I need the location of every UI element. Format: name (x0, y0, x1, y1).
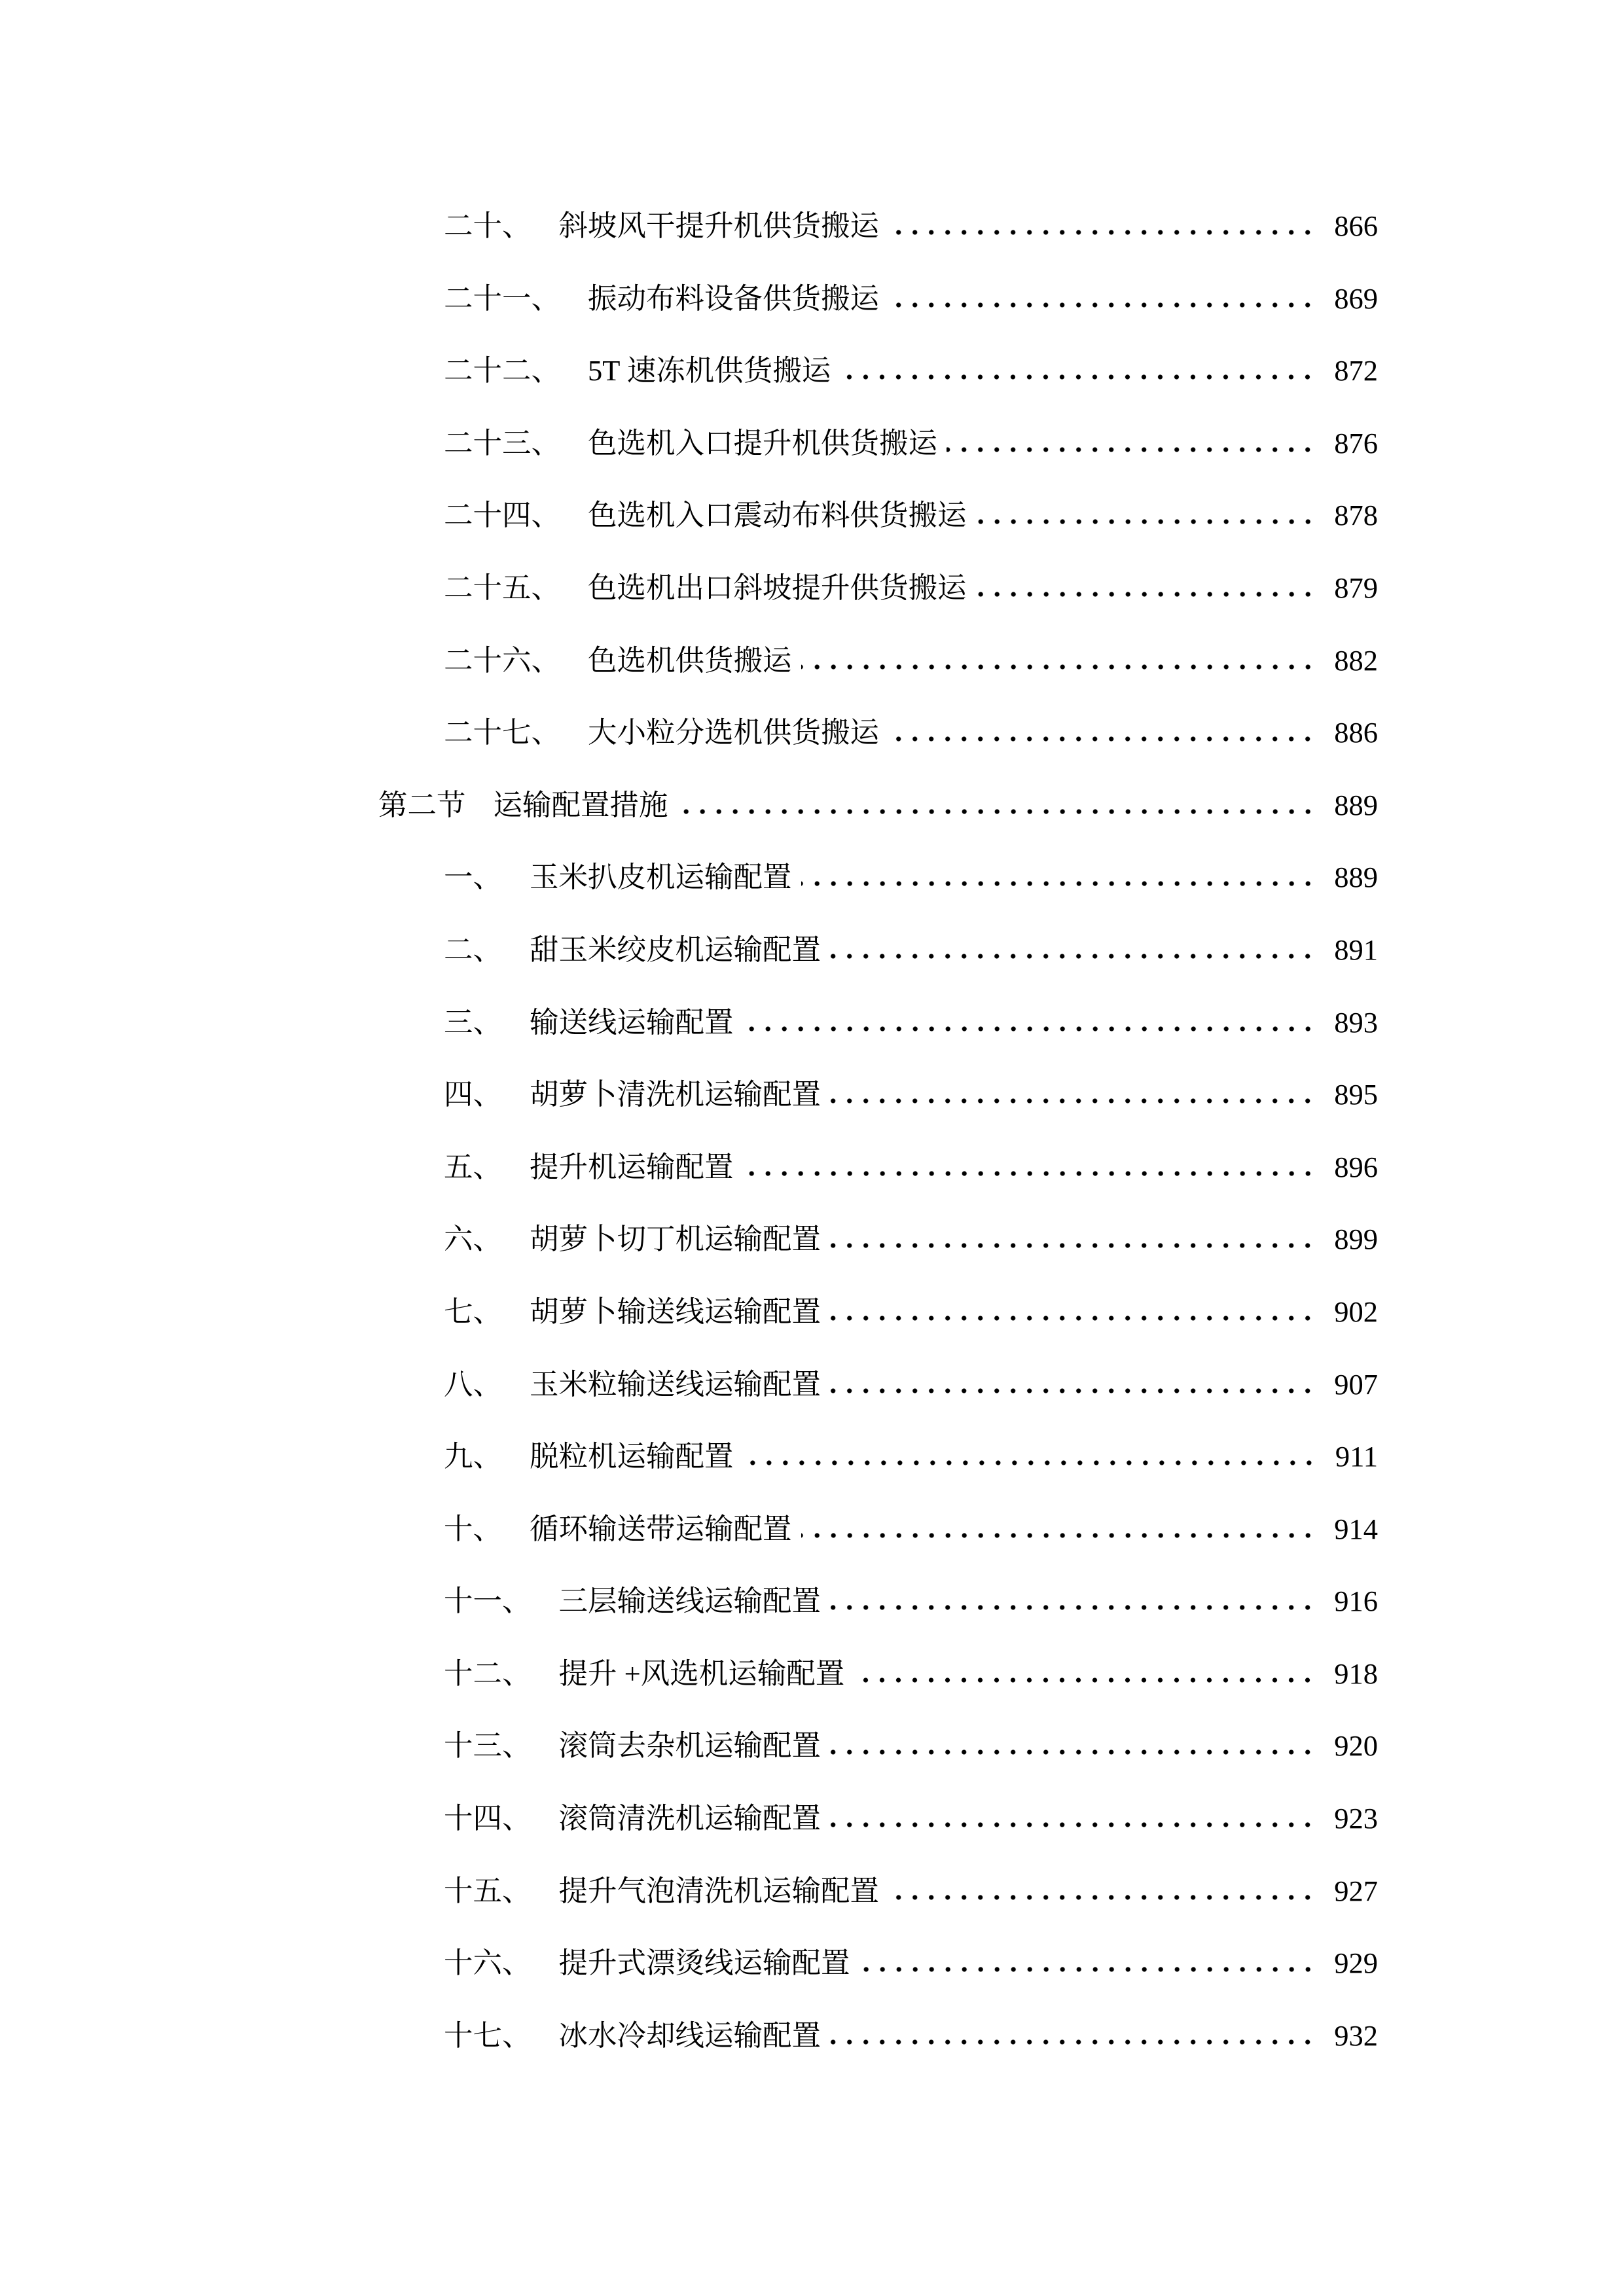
toc-entry-row (378, 552, 1378, 624)
toc-entry-row (378, 841, 1378, 914)
toc-entry-row (378, 334, 1378, 407)
dot-leader (976, 591, 1316, 598)
toc-entry-page: 918 (1334, 1657, 1378, 1690)
toc-entry-number: 四、 (444, 1078, 503, 1111)
toc-entry-number: 五、 (444, 1150, 503, 1183)
toc-entry-title: 提升 +风选机运输配置 (558, 1657, 845, 1690)
toc-entry-number: 十五、 (444, 1874, 532, 1907)
toc-entry-row (378, 1058, 1378, 1131)
toc-entry-row (378, 1782, 1378, 1855)
toc-entry-number: 十三、 (444, 1729, 532, 1763)
toc-entry-number: 二十、 (444, 209, 532, 242)
dot-leader (840, 374, 1316, 380)
toc-entry-page: 932 (1334, 2018, 1378, 2052)
toc-entry-title: 胡萝卜输送线运输配置 (530, 1295, 821, 1328)
toc-entry-page: 889 (1334, 861, 1378, 894)
toc-entry-title: 滚筒去杂机运输配置 (558, 1729, 821, 1763)
toc-entry-row (378, 696, 1378, 769)
toc-entry-number: 三、 (444, 1005, 503, 1039)
toc-entry-number: 七、 (444, 1295, 503, 1328)
toc-entry-row (378, 479, 1378, 552)
toc-entry-title: 滚筒清洗机运输配置 (558, 1802, 821, 1835)
toc-entry-row (378, 1203, 1378, 1276)
dot-leader (677, 808, 1316, 815)
toc-entry-row (378, 1131, 1378, 1204)
toc-entry-row (378, 1276, 1378, 1348)
toc-entry-number: 二十五、 (444, 571, 561, 604)
toc-entry-title: 胡萝卜清洗机运输配置 (530, 1078, 821, 1111)
toc-entry-page: 886 (1334, 716, 1378, 749)
dot-leader (830, 1821, 1316, 1828)
dot-leader (830, 1604, 1316, 1611)
toc-entry-title: 胡萝卜切丁机运输配置 (530, 1223, 821, 1256)
toc-entry-title: 三层输送线运输配置 (558, 1585, 821, 1618)
toc-entry-number: 二十三、 (444, 426, 561, 459)
toc-entry-number: 第二节 (378, 788, 466, 821)
toc-entry-page: 896 (1334, 1150, 1378, 1183)
toc-entry-page: 876 (1334, 426, 1378, 459)
dot-leader (888, 736, 1316, 742)
dot-leader (947, 446, 1316, 453)
dot-leader (888, 302, 1316, 308)
toc-entry-page: 920 (1334, 1729, 1378, 1763)
toc-entry-page: 869 (1334, 281, 1378, 315)
toc-entry-row (378, 914, 1378, 986)
dot-leader (830, 1315, 1316, 1321)
dot-leader (830, 1749, 1316, 1755)
toc-entry-row (378, 986, 1378, 1059)
toc-entry-title: 提升式漂烫线运输配置 (558, 1946, 850, 1980)
toc-entry-row (378, 407, 1378, 480)
dot-leader (801, 664, 1316, 670)
toc-entry-page: 866 (1334, 209, 1378, 242)
toc-entry-page: 879 (1334, 571, 1378, 604)
toc-entry-number: 二、 (444, 933, 503, 966)
toc-entry-page: 889 (1334, 788, 1378, 821)
toc-entry-title: 玉米扒皮机运输配置 (530, 861, 792, 894)
toc-entry-row (378, 1638, 1378, 1710)
toc-entry-title: 循环输送带运输配置 (530, 1512, 792, 1545)
toc-entry-page: 893 (1334, 1005, 1378, 1039)
toc-entry-row (378, 1710, 1378, 1782)
dot-leader (743, 1026, 1316, 1032)
dot-leader (743, 1460, 1317, 1466)
dot-leader (743, 1170, 1316, 1177)
toc-entry-page: 929 (1334, 1946, 1378, 1980)
toc-entry-number: 十二、 (444, 1657, 532, 1690)
toc-entry-title: 提升机运输配置 (530, 1150, 734, 1183)
toc-entry-number: 二十一、 (444, 281, 561, 315)
toc-entry-page: 902 (1334, 1295, 1378, 1328)
toc-entry-row (378, 1420, 1378, 1493)
toc-entry-page: 914 (1334, 1512, 1378, 1545)
toc-entry-number: 二十七、 (444, 716, 561, 749)
toc-entry-title: 脱粒机运输配置 (530, 1440, 734, 1473)
toc-entry-page: 911 (1335, 1440, 1378, 1473)
toc-entry-title: 甜玉米绞皮机运输配置 (530, 933, 821, 966)
dot-leader (854, 1677, 1316, 1683)
toc-entry-number: 二十六、 (444, 643, 561, 677)
toc-entry-number: 十七、 (444, 2018, 532, 2052)
toc-entry-number: 八、 (444, 1367, 503, 1401)
toc-entry-page: 895 (1334, 1078, 1378, 1111)
toc-entry-title: 输送线运输配置 (530, 1005, 734, 1039)
toc-entry-title: 冰水冷却线运输配置 (558, 2018, 821, 2052)
toc-entry-page: 891 (1334, 933, 1378, 966)
toc-entry-number: 九、 (444, 1440, 503, 1473)
dot-leader (830, 1388, 1316, 1394)
toc-entry-number: 一、 (444, 861, 503, 894)
toc-entry-number: 十、 (444, 1512, 503, 1545)
toc-entry-number: 十一、 (444, 1585, 532, 1618)
toc-entry-title: 色选机出口斜坡提升供货搬运 (588, 571, 967, 604)
toc-entry-row (378, 1493, 1378, 1566)
toc-entry-title: 大小粒分选机供货搬运 (588, 716, 880, 749)
toc-entry-title: 色选机入口提升机供货搬运 (588, 426, 938, 459)
toc-entry-number: 二十四、 (444, 499, 561, 532)
toc-entry-title: 振动布料设备供货搬运 (588, 281, 880, 315)
toc-entry-title: 色选机入口震动布料供货搬运 (588, 499, 967, 532)
dot-leader (830, 2039, 1316, 2045)
dot-leader (888, 1894, 1316, 1901)
toc-entry-page: 899 (1334, 1223, 1378, 1256)
dot-leader (801, 1532, 1316, 1539)
toc-entry-row (378, 1855, 1378, 1928)
toc-entry-title: 色选机供货搬运 (588, 643, 792, 677)
dot-leader (888, 229, 1316, 236)
toc-entry-title: 5T 速冻机供货搬运 (588, 354, 831, 387)
toc-entry-number: 十四、 (444, 1802, 532, 1835)
toc-entry-number: 六、 (444, 1223, 503, 1256)
dot-leader (859, 1966, 1316, 1973)
dot-leader (976, 518, 1316, 525)
toc-entry-row (378, 2000, 1378, 2072)
toc-entry-page: 923 (1334, 1802, 1378, 1835)
toc-entry-page: 882 (1334, 643, 1378, 677)
toc-list (378, 190, 1378, 2072)
toc-entry-page: 927 (1334, 1874, 1378, 1907)
toc-entry-page: 907 (1334, 1367, 1378, 1401)
toc-entry-row (378, 1927, 1378, 2000)
dot-leader (830, 953, 1316, 960)
toc-entry-title: 提升气泡清洗机运输配置 (558, 1874, 880, 1907)
toc-entry-number: 十六、 (444, 1946, 532, 1980)
toc-entry-title: 玉米粒输送线运输配置 (530, 1367, 821, 1401)
toc-entry-page: 872 (1334, 354, 1378, 387)
toc-entry-page: 878 (1334, 499, 1378, 532)
toc-entry-page: 916 (1334, 1585, 1378, 1618)
dot-leader (830, 1098, 1316, 1104)
toc-entry-row (378, 262, 1378, 335)
toc-entry-row (378, 624, 1378, 697)
toc-entry-row (378, 1348, 1378, 1421)
toc-entry-row (378, 190, 1378, 262)
toc-entry-title: 斜坡风干提升机供货搬运 (558, 209, 880, 242)
dot-leader (801, 880, 1316, 887)
toc-entry-row (378, 1565, 1378, 1638)
toc-entry-number: 二十二、 (444, 354, 561, 387)
toc-entry-title: 运输配置措施 (493, 788, 668, 821)
toc-entry-row (378, 769, 1378, 842)
dot-leader (830, 1242, 1316, 1249)
